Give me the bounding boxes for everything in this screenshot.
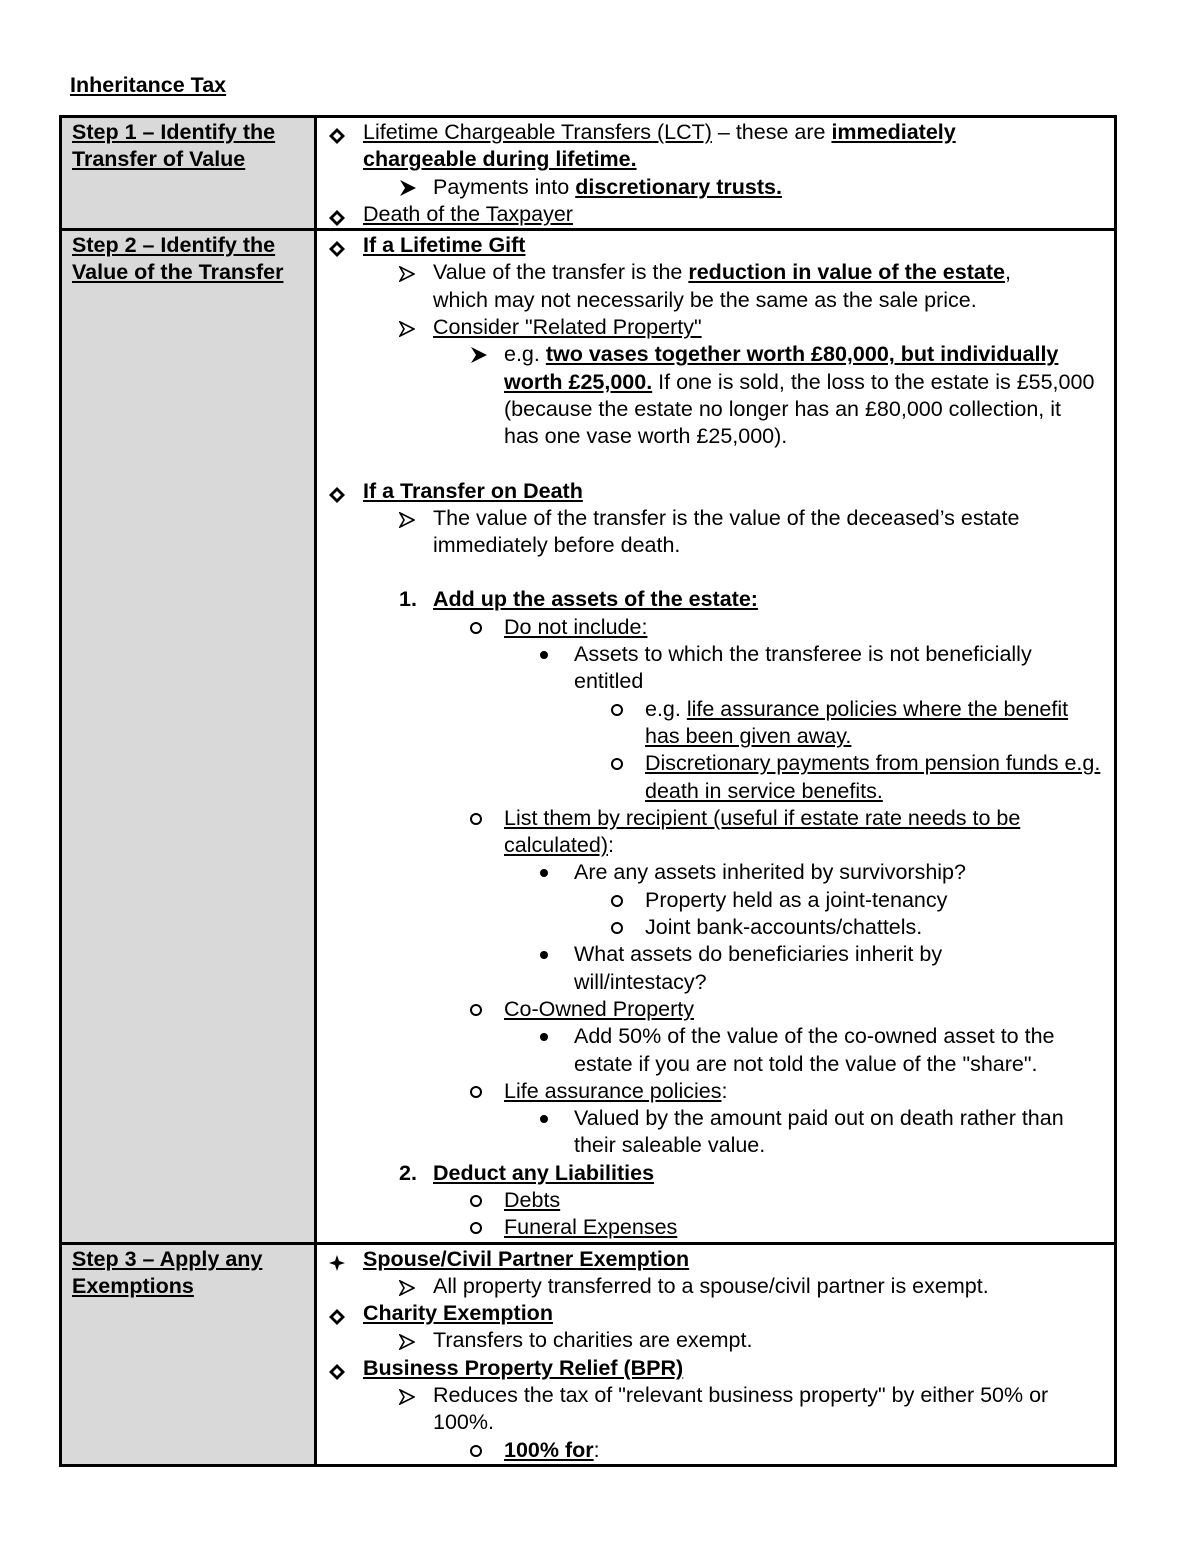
circle-bullet-icon: [470, 614, 500, 641]
lct-mid-text: – these are: [711, 120, 832, 144]
circle-bullet-icon: [470, 1437, 500, 1464]
step-2-row: [61, 230, 1116, 1243]
lifetime-gift-heading: If a Lifetime Gift: [363, 233, 526, 258]
step-3-content: [316, 1243, 1116, 1465]
value-bold-text: reduction in value of the estate: [688, 260, 1005, 285]
step-3-label: Step 3 – Apply any Exemptions: [61, 1243, 316, 1465]
death-value-text: The value of the transfer is the value of the deceased’s estate immediately before death.: [433, 505, 1020, 558]
do-not-include-text: Do not include:: [504, 614, 648, 639]
list-item: [611, 887, 1104, 914]
joint-tenancy-text: Property held as a joint-tenancy: [645, 887, 948, 912]
list-item: [470, 805, 1104, 860]
dot-bullet-icon: [540, 941, 570, 968]
circle-bullet-icon: [470, 1187, 500, 1214]
list-item: [540, 1105, 1104, 1160]
list-item: [329, 201, 1104, 228]
circle-bullet-icon: [611, 887, 641, 914]
transfer-death-heading: If a Transfer on Death: [363, 478, 583, 503]
arrow-outline-bullet-icon: [399, 1382, 429, 1409]
list-by-recipient-text: List them by recipient (useful if estate rate needs to be calculated): [504, 805, 1021, 858]
dot-bullet-icon: [540, 1105, 570, 1132]
list-colon: :: [607, 833, 614, 858]
arrow-bullet-icon: [399, 174, 429, 201]
step-1-row: [61, 117, 1116, 230]
not-beneficial-text: Assets to which the transferee is not beneficially entitled: [574, 642, 1032, 694]
dot-bullet-icon: [540, 1023, 570, 1050]
survivorship-text: Are any assets inherited by survivorship?: [574, 860, 966, 885]
spouse-detail-text: All property transferred to a spouse/civil partner is exempt.: [433, 1273, 989, 1298]
life-policies-text: Life assurance policies: [504, 1078, 722, 1103]
value-suffix: ,: [1004, 260, 1011, 285]
dot-bullet-icon: [540, 641, 570, 668]
list-item: [329, 1300, 1104, 1327]
list-item: [399, 1160, 1104, 1187]
list-item: [540, 1023, 1104, 1078]
circle-bullet-icon: [470, 1214, 500, 1241]
list-item: [329, 1355, 1104, 1382]
bpr-detail-text: Reduces the tax of "relevant business property" by either 50% or 100%.: [433, 1383, 1049, 1435]
list-item: [399, 1273, 1104, 1300]
list-item: [399, 314, 1104, 341]
document-title: Inheritance Tax: [70, 73, 227, 97]
hundred-colon: :: [593, 1437, 600, 1462]
list-item: [399, 1327, 1104, 1354]
list-item: [470, 1437, 1104, 1464]
step-1-content: [316, 117, 1116, 230]
life-policies-detail-text: Valued by the amount paid out on death rather than their saleable value.: [574, 1106, 1064, 1158]
list-item: [329, 478, 1104, 505]
list-item: [540, 641, 1104, 696]
hundred-for-text: 100% for: [504, 1437, 594, 1462]
list-item: [329, 232, 1104, 259]
spouse-heading: Spouse/Civil Partner Exemption: [363, 1246, 690, 1271]
charity-heading: Charity Exemption: [363, 1301, 553, 1326]
list-item: [470, 614, 1104, 641]
list-item: [611, 750, 1104, 805]
number-1: 1.: [399, 587, 417, 612]
death-taxpayer-text: Death of the Taxpayer: [363, 201, 573, 226]
arrow-outline-bullet-icon: [399, 1273, 429, 1300]
diamond-bullet-icon: [329, 201, 359, 228]
co-owned-detail-text: Add 50% of the value of the co-owned asset to the estate if you are not told the value of the "share".: [574, 1024, 1055, 1076]
arrow-outline-bullet-icon: [399, 1327, 429, 1354]
diamond-bullet-icon: [329, 232, 359, 259]
circle-bullet-icon: [611, 750, 641, 777]
step-2-label: Step 2 – Identify the Value of the Transfer: [61, 230, 316, 1243]
step-3-row: [61, 1243, 1116, 1465]
payments-bold-text: discretionary trusts.: [575, 174, 782, 199]
life-policies-away-text: life assurance policies where the benefit has been given away.: [645, 696, 1069, 748]
arrow-outline-bullet-icon: [399, 314, 429, 341]
funeral-text: Funeral Expenses: [504, 1215, 678, 1240]
value-line2: which may not necessarily be the same as the sale price.: [433, 287, 977, 312]
payments-text: Payments into: [433, 174, 576, 199]
step-2-content: [316, 230, 1116, 1243]
inheritance-tax-table: [59, 115, 1117, 1467]
lct-bold-text: immediately chargeable during lifetime.: [363, 120, 956, 172]
list-item: [540, 859, 1104, 886]
circle-bullet-icon: [611, 914, 641, 941]
circle-bullet-icon: [470, 805, 500, 832]
list-item: [611, 696, 1104, 751]
debts-text: Debts: [504, 1187, 561, 1212]
eg-life-prefix: e.g.: [645, 696, 687, 721]
add-assets-heading: Add up the assets of the estate:: [433, 587, 758, 612]
list-item: [399, 586, 1104, 613]
list-item: [329, 119, 1104, 174]
life-colon: :: [721, 1078, 728, 1103]
circle-bullet-icon: [470, 996, 500, 1023]
list-item: [540, 941, 1104, 996]
eg-prefix: e.g.: [504, 342, 546, 367]
list-item: [399, 1382, 1104, 1437]
arrow-bullet-icon: [470, 341, 500, 368]
related-property-text: Consider "Related Property": [433, 315, 702, 340]
arrow-outline-bullet-icon: [399, 259, 429, 286]
diamond-bullet-icon: [329, 478, 359, 505]
list-item: [399, 174, 1104, 201]
list-item: [470, 1078, 1104, 1105]
discretionary-payments-text: Discretionary payments from pension funds e.g. death in service benefits.: [645, 751, 1101, 803]
diamond-bullet-icon: [329, 1300, 359, 1327]
list-item: [470, 1214, 1104, 1241]
circle-bullet-icon: [470, 1078, 500, 1105]
charity-detail-text: Transfers to charities are exempt.: [433, 1328, 753, 1353]
list-item: [470, 996, 1104, 1023]
bpr-heading: Business Property Relief (BPR): [363, 1355, 684, 1380]
number-2: 2.: [399, 1160, 417, 1185]
step-1-label: Step 1 – Identify the Transfer of Value: [61, 117, 316, 230]
vases-rest-text: If one is sold, the loss to the estate is £55,000 (because the estate no longer has an £80,000 collection, it has one vase worth £25,000).: [504, 369, 1095, 449]
list-item: [329, 1246, 1104, 1273]
circle-bullet-icon: [611, 696, 641, 723]
dot-bullet-icon: [540, 859, 570, 886]
will-intestacy-text: What assets do beneficiaries inherit by will/intestacy?: [574, 942, 943, 994]
list-item: [611, 914, 1104, 941]
arrow-outline-bullet-icon: [399, 505, 429, 532]
diamond-bullet-icon: [329, 119, 359, 146]
vases-bold-text: two vases together worth £80,000, but individually worth £25,000.: [504, 342, 1059, 394]
co-owned-text: Co-Owned Property: [504, 996, 694, 1021]
list-item: [399, 505, 1104, 560]
list-item: [470, 341, 1104, 450]
deduct-heading: Deduct any Liabilities: [433, 1160, 655, 1185]
list-item: [399, 259, 1104, 314]
joint-accounts-text: Joint bank-accounts/chattels.: [645, 915, 923, 940]
list-item: [470, 1187, 1104, 1214]
lct-text: Lifetime Chargeable Transfers (LCT): [363, 120, 712, 144]
four-star-bullet-icon: [329, 1246, 359, 1273]
value-text: Value of the transfer is the: [433, 260, 689, 285]
diamond-bullet-icon: [329, 1355, 359, 1382]
